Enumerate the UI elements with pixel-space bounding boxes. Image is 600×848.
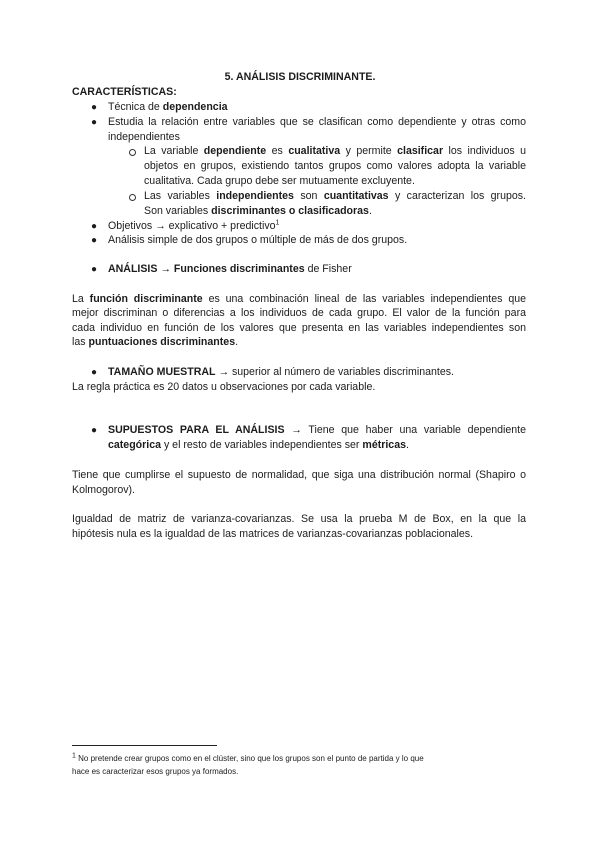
paragraph-funcion-line3: cada individuo en función de los valores que presenta en las variables independientes son	[72, 322, 526, 334]
bullet-dot: ●	[91, 102, 98, 113]
paragraph-igualdad-line2: hipótesis nula es la igualdad de las matrices de varianzas-covarianzas poblacionales.	[72, 528, 474, 540]
paragraph-funcion-line4: las puntuaciones discriminantes.	[72, 336, 239, 348]
bullet-dot: ●	[91, 221, 98, 232]
paragraph-igualdad-line1: Igualdad de matriz de varianza-covarianzas. Se usa la prueba M de Box, en la que la	[72, 513, 526, 525]
bullet-dot: ●	[91, 367, 98, 378]
paragraph-funcion-line1: La función discriminante es una combinación lineal de las variables independientes que	[72, 293, 526, 305]
paragraph-regla-practica: La regla práctica es 20 datos u observaciones por cada variable.	[72, 381, 376, 393]
paragraph-funcion-line2: mejor discriminan o diferencias a los individuos de cada grupo. El valor de la función para	[72, 307, 526, 319]
bullet-dot: ●	[91, 235, 98, 246]
footnote-line1: $^1$ No pretende crear grupos como en el clúster, sino que los grupos son el punto de partida y lo que	[72, 752, 424, 763]
sub-bullet-circle	[129, 149, 136, 156]
sub-bullet-independientes-line2: Son variables discriminantes o clasificadoras.	[144, 205, 372, 217]
section-title: 5. ANÁLISIS DISCRIMINANTE.	[224, 71, 376, 83]
sub-bullet-dependiente-line1: La variable dependiente es cualitativa y permite clasificar los individuos u	[144, 145, 526, 157]
characteristics-heading: CARACTERÍSTICAS:	[72, 86, 177, 98]
footnote-separator	[72, 745, 217, 746]
bullet-supuestos-line1: SUPUESTOS PARA EL ANÁLISIS → Tiene que haber una variable dependiente	[108, 424, 526, 436]
footnote-ref: 1	[275, 219, 280, 227]
bullet-estudia-line1: Estudia la relación entre variables que se clasifican como dependiente y otras como	[108, 116, 526, 128]
footnote-line2: hace es caracterizar esos grupos ya formados.	[72, 767, 239, 776]
bullet-tamano-muestral: TAMAÑO MUESTRAL → superior al número de variables discriminantes.	[108, 366, 454, 378]
paragraph-normalidad-line2: Kolmogorov).	[72, 484, 135, 496]
bullet-tecnica: Técnica de dependencia	[108, 101, 228, 113]
sub-bullet-dependiente-line2: objetos en grupos, existiendo tantos grupos como valores adopta la variable	[144, 160, 526, 172]
bullet-analisis-simple: Análisis simple de dos grupos o múltiple de más de dos grupos.	[108, 234, 408, 246]
sub-bullet-dependiente-line3: cualitativa. Cada grupo debe ser mutuamente excluyente.	[144, 175, 415, 187]
bullet-dot: ●	[91, 425, 98, 436]
paragraph-normalidad-line1: Tiene que cumplirse el supuesto de normalidad, que siga una distribución normal (Shapiro o	[72, 469, 526, 481]
bullet-dot: ●	[91, 264, 98, 275]
bullet-supuestos-line2: categórica y el resto de variables independientes ser métricas.	[108, 439, 409, 451]
bullet-analisis-fisher: ANÁLISIS → Funciones discriminantes de Fisher	[108, 263, 352, 275]
sub-bullet-independientes-line1: Las variables independientes son cuantitativas y caracterizan los grupos.	[144, 190, 526, 202]
sub-bullet-circle	[129, 194, 136, 201]
bullet-objetivos: Objetivos → explicativo + predictivo$^1$	[108, 219, 280, 232]
bullet-estudia-line2: independientes	[108, 131, 180, 143]
bullet-dot: ●	[91, 117, 98, 128]
